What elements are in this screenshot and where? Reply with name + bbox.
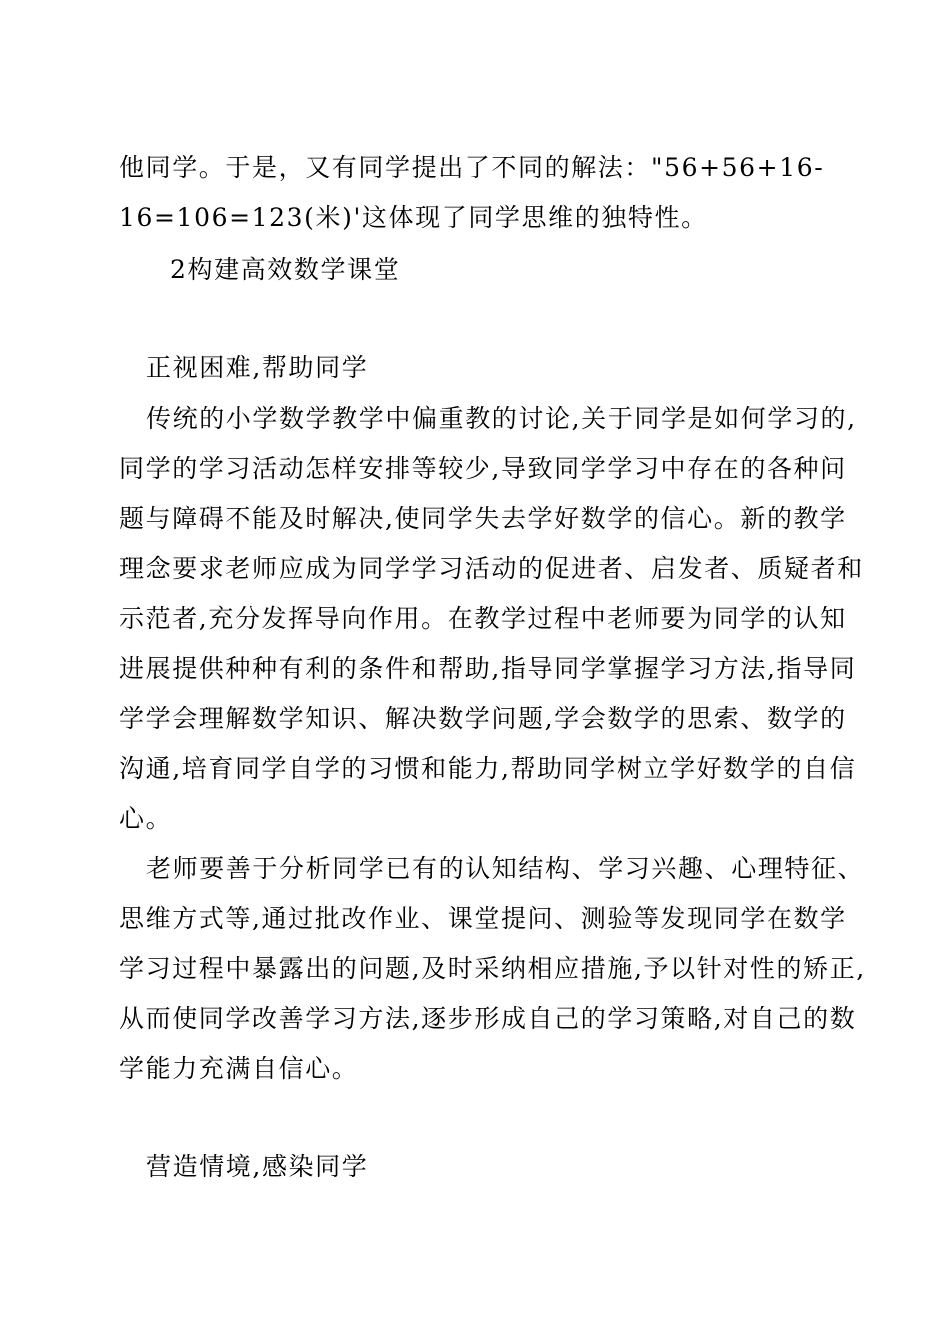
- paragraph-line: 学学会理解数学知识、解决数学问题,学会数学的思索、数学的: [119, 704, 847, 733]
- text-line: 他同学。于是，又有同学提出了不同的解法："56+56+16-: [119, 153, 825, 182]
- paragraph-line: 心。: [119, 804, 173, 833]
- paragraph-line: 学习过程中暴露出的问题,及时采纳相应措施,予以针对性的矫正,: [119, 954, 866, 983]
- paragraph-line: 示范者,充分发挥导向作用。在教学过程中老师要为同学的认知: [119, 604, 847, 633]
- paragraph-line: 老师要善于分析同学已有的认知结构、学习兴趣、心理特征、: [146, 854, 865, 883]
- paragraph-line: 思维方式等,通过批改作业、课堂提问、测验等发现同学在数学: [119, 904, 847, 933]
- paragraph-line: 传统的小学数学教学中偏重教的讨论,关于同学是如何学习的,: [146, 404, 857, 433]
- subsection-heading: 正视困难,帮助同学: [146, 353, 369, 382]
- text-line: 16=106=123(米)'这体现了同学思维的独特性。: [119, 203, 708, 232]
- subsection-heading: 营造情境,感染同学: [146, 1152, 369, 1181]
- paragraph-line: 同学的学习活动怎样安排等较少,导致同学学习中存在的各种问: [119, 454, 847, 483]
- paragraph-line: 题与障碍不能及时解决,使同学失去学好数学的信心。新的教学: [119, 504, 847, 533]
- section-heading: 2构建高效数学课堂: [170, 255, 401, 284]
- paragraph-line: 理念要求老师应成为同学学习活动的促进者、启发者、质疑者和: [119, 554, 864, 583]
- paragraph-line: 沟通,培育同学自学的习惯和能力,帮助同学树立学好数学的自信: [119, 754, 857, 783]
- paragraph-line: 从而使同学改善学习方法,逐步形成自己的学习策略,对自己的数: [119, 1004, 857, 1033]
- paragraph-line: 进展提供种种有利的条件和帮助,指导同学掌握学习方法,指导同: [119, 654, 857, 683]
- paragraph-line: 学能力充满自信心。: [119, 1054, 359, 1083]
